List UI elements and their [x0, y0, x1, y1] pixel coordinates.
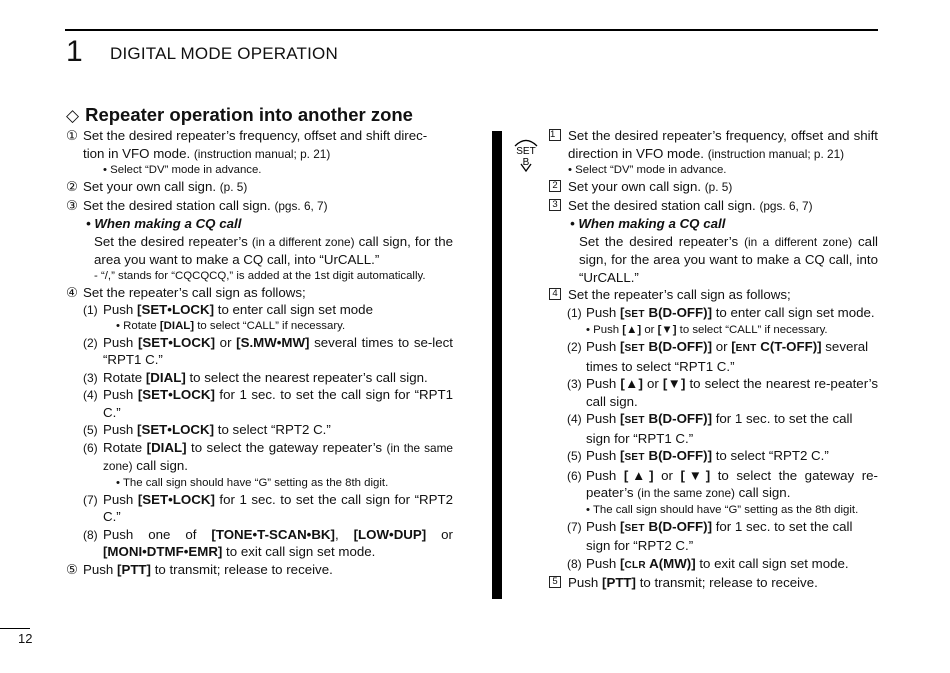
- set-b-icon-label-1: SET: [516, 146, 536, 157]
- chapter-title: DIGITAL MODE OPERATION: [110, 44, 338, 63]
- left-substep-8: (8) Push one of [TONE•T-SCAN•BK], [LOW•DUP] or [MONI•DTMF•EMR] to exit call sign set mode.: [83, 526, 453, 559]
- right-substep-8: (8) Push [CLR A(MW)] to exit call sign set mode.: [567, 555, 849, 571]
- left-step-1: ① Set the desired repeater’s frequency, offset and shift direc- tion in VFO mode. (instruction manual; p. 21): [66, 128, 428, 161]
- left-substep-6: (6) Rotate [DIAL] to select the gateway repeater’s (in the same zone) call sign.: [83, 439, 453, 473]
- left-column: [66, 127, 453, 578]
- right-substep-1-note: • Push [▲] or [▼] to select “CALL” if necessary.: [586, 324, 828, 336]
- left-cq-heading: • When making a CQ call: [86, 216, 242, 231]
- right-cq-heading: • When making a CQ call: [570, 216, 726, 231]
- right-step-3: 3 Set the desired station call sign. (pgs. 6, 7): [549, 197, 878, 216]
- right-step-4: 4 Set the repeater’s call sign as follows;: [549, 286, 878, 304]
- diamond-icon: ◇: [66, 106, 80, 125]
- header-rule: [65, 29, 878, 31]
- section-title-text: Repeater operation into another zone: [85, 104, 413, 125]
- right-substep-5: (5) Push [SET B(D-OFF)] to select “RPT2 C.”: [567, 448, 829, 463]
- right-step-1: 1 Set the desired repeater’s frequency, offset and shift direction in VFO mode. (instruction manual; p. 21): [550, 128, 878, 161]
- right-cq-body: Set the desired repeater’s (in a different zone) call sign, for the area you want to make a CQ call, into “UrCALL.”: [579, 233, 878, 285]
- step-box: 4: [549, 288, 561, 300]
- step-marker: ①: [66, 128, 78, 143]
- page-number-rule: [0, 628, 30, 629]
- left-substep-4: (4) Push [SET•LOCK] for 1 sec. to set the call sign for “RPT1 C.”: [83, 387, 453, 420]
- right-substep-2: (2) Push [SET B(D-OFF)] or [ENT C(T-OFF)] several times to select “RPT1 C.”: [567, 339, 869, 374]
- right-substep-6-note: • The call sign should have “G” setting as the 8th digit.: [586, 503, 859, 516]
- step-marker: ②: [66, 179, 78, 194]
- right-step-2: 2 Set your own call sign. (p. 5): [549, 178, 878, 197]
- left-cq-body: Set the desired repeater’s (in a different zone) call sign, for the area you want to make a CQ call, into “UrCALL.”: [94, 233, 453, 267]
- step-marker: ③: [66, 197, 78, 213]
- right-step-5: 5 Push [PTT] to transmit; release to receive.: [549, 574, 878, 592]
- right-substep-6: (6) Push [▲] or [▼] to select the gateway re-peater’s (in the same zone) call sign.: [567, 467, 878, 500]
- up-arrow-key: [▲]: [622, 324, 642, 336]
- left-cq-note: - “/,” stands for “CQCQCQ,” is added at the 1st digit automatically.: [94, 269, 426, 282]
- left-substep-1-note: • Rotate [DIAL] to select “CALL” if necessary.: [116, 319, 346, 332]
- left-step-4: ④ Set the repeater’s call sign as follows;: [66, 284, 306, 300]
- left-step-1-note: • Select “DV” mode in advance.: [103, 164, 262, 176]
- step-box: 1: [549, 129, 561, 141]
- left-substep-6-note: • The call sign should have “G” setting as the 8th digit.: [116, 476, 389, 489]
- left-step-2: ② Set your own call sign. (p. 5): [66, 179, 248, 194]
- step-box: 2: [549, 180, 561, 192]
- section-title: [66, 104, 413, 126]
- left-substep-3: (3) Rotate [DIAL] to select the nearest repeater’s call sign.: [83, 369, 428, 385]
- column-divider-bar: [492, 131, 502, 599]
- left-substep-2: (2) Push [SET•LOCK] or [S.MW•MW] several times to se-lect “RPT1 C.”: [83, 334, 453, 367]
- down-arrow-key: [▼]: [657, 324, 677, 336]
- right-substep-3: (3) Push [▲] or [▼] to select the nearest re-peater’s call sign.: [567, 376, 878, 409]
- right-column: [549, 127, 878, 592]
- right-step-1-note: • Select “DV” mode in advance.: [568, 164, 727, 176]
- page-number: 12: [18, 631, 33, 646]
- chapter-number: 1: [66, 35, 83, 68]
- step-box: 5: [549, 576, 561, 588]
- right-substep-4: (4) Push [SET B(D-OFF)] for 1 sec. to set the call sign for “RPT1 C.”: [567, 411, 853, 446]
- left-substep-7: (7) Push [SET•LOCK] for 1 sec. to set the call sign for “RPT2 C.”: [83, 491, 453, 524]
- left-substep-1: (1) Push [SET•LOCK] to enter call sign set mode: [83, 302, 373, 317]
- step-marker: ⑤: [66, 561, 78, 577]
- step-box: 3: [549, 199, 561, 211]
- step-marker: ④: [66, 284, 78, 300]
- set-b-key-icon: [512, 136, 540, 174]
- right-substep-1: (1) Push [SET B(D-OFF)] to enter call sign set mode.: [567, 304, 875, 320]
- left-step-3: ③ Set the desired station call sign. (pgs. 6, 7): [66, 197, 328, 213]
- left-substep-5: (5) Push [SET•LOCK] to select “RPT2 C.”: [83, 422, 331, 437]
- right-substep-7: (7) Push [SET B(D-OFF)] for 1 sec. to set the call sign for “RPT2 C.”: [567, 518, 853, 553]
- left-step-5: ⑤ Push [PTT] to transmit; release to receive.: [66, 561, 333, 577]
- set-b-icon-label-2: B: [522, 157, 530, 168]
